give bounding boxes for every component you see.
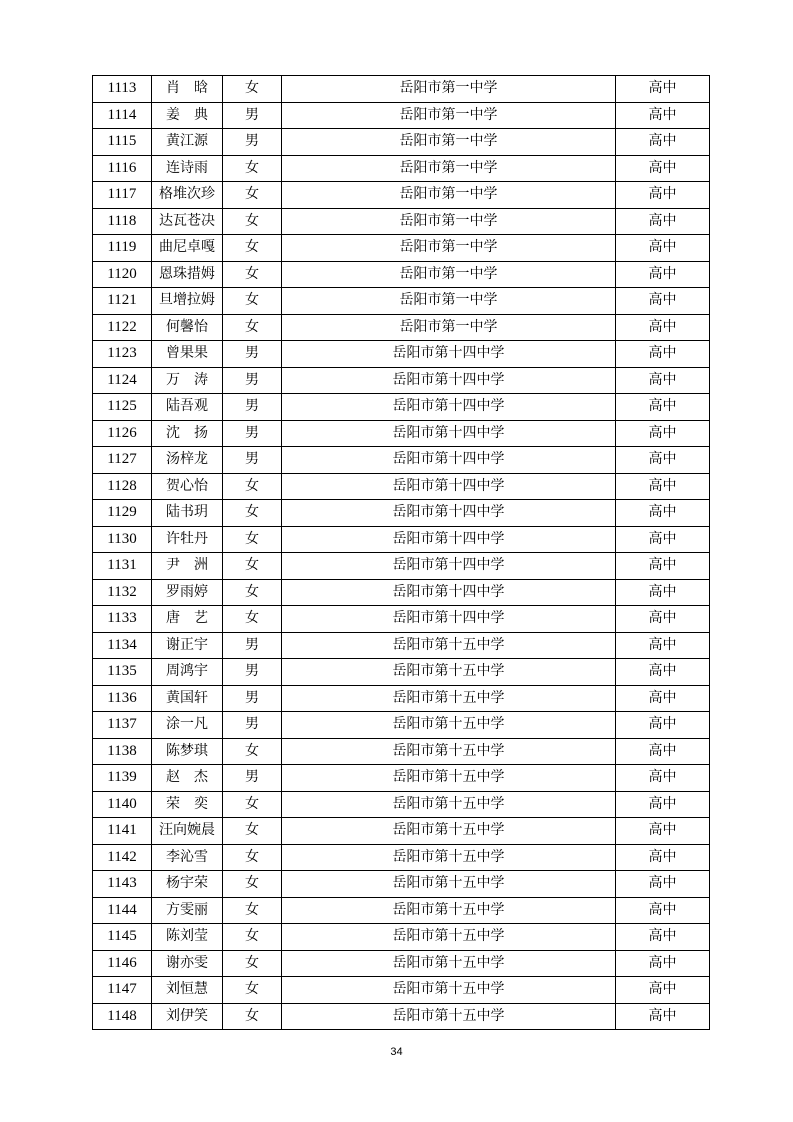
cell-level: 高中 <box>616 473 710 500</box>
cell-level: 高中 <box>616 659 710 686</box>
cell-school: 岳阳市第十五中学 <box>282 685 616 712</box>
cell-number: 1114 <box>93 102 152 129</box>
cell-school: 岳阳市第十五中学 <box>282 897 616 924</box>
cell-name: 陈刘莹 <box>152 924 223 951</box>
cell-school: 岳阳市第一中学 <box>282 76 616 103</box>
table-row <box>93 235 710 262</box>
table-row <box>93 712 710 739</box>
cell-number: 1119 <box>93 235 152 262</box>
cell-number: 1135 <box>93 659 152 686</box>
cell-number: 1130 <box>93 526 152 553</box>
cell-number: 1144 <box>93 897 152 924</box>
cell-level: 高中 <box>616 394 710 421</box>
table-row <box>93 606 710 633</box>
cell-school: 岳阳市第一中学 <box>282 288 616 315</box>
cell-name: 贺心怡 <box>152 473 223 500</box>
cell-level: 高中 <box>616 606 710 633</box>
cell-gender: 女 <box>223 288 282 315</box>
cell-gender: 女 <box>223 579 282 606</box>
cell-name: 汪向婉晨 <box>152 818 223 845</box>
cell-number: 1138 <box>93 738 152 765</box>
cell-gender: 男 <box>223 765 282 792</box>
cell-name: 旦增拉姆 <box>152 288 223 315</box>
cell-number: 1115 <box>93 129 152 156</box>
cell-gender: 男 <box>223 420 282 447</box>
cell-number: 1124 <box>93 367 152 394</box>
cell-number: 1116 <box>93 155 152 182</box>
cell-level: 高中 <box>616 977 710 1004</box>
cell-school: 岳阳市第十五中学 <box>282 844 616 871</box>
cell-gender: 女 <box>223 791 282 818</box>
cell-name: 沈 扬 <box>152 420 223 447</box>
cell-gender: 女 <box>223 500 282 527</box>
cell-level: 高中 <box>616 818 710 845</box>
table-row <box>93 632 710 659</box>
cell-gender: 男 <box>223 632 282 659</box>
cell-number: 1146 <box>93 950 152 977</box>
roster-table <box>92 75 710 1030</box>
cell-name: 谢亦雯 <box>152 950 223 977</box>
table-row <box>93 182 710 209</box>
cell-name: 刘伊笑 <box>152 1003 223 1030</box>
cell-name: 黄国轩 <box>152 685 223 712</box>
cell-gender: 男 <box>223 394 282 421</box>
cell-gender: 女 <box>223 76 282 103</box>
cell-number: 1127 <box>93 447 152 474</box>
cell-school: 岳阳市第十五中学 <box>282 765 616 792</box>
cell-name: 连诗雨 <box>152 155 223 182</box>
cell-school: 岳阳市第十四中学 <box>282 526 616 553</box>
cell-level: 高中 <box>616 314 710 341</box>
cell-gender: 女 <box>223 235 282 262</box>
cell-number: 1129 <box>93 500 152 527</box>
table-row <box>93 447 710 474</box>
cell-number: 1133 <box>93 606 152 633</box>
cell-gender: 女 <box>223 314 282 341</box>
table-row <box>93 897 710 924</box>
cell-gender: 女 <box>223 844 282 871</box>
cell-school: 岳阳市第十五中学 <box>282 871 616 898</box>
cell-name: 陆吾观 <box>152 394 223 421</box>
cell-school: 岳阳市第一中学 <box>282 208 616 235</box>
cell-name: 唐 艺 <box>152 606 223 633</box>
table-row <box>93 155 710 182</box>
cell-school: 岳阳市第十五中学 <box>282 738 616 765</box>
cell-gender: 女 <box>223 526 282 553</box>
cell-gender: 男 <box>223 367 282 394</box>
cell-name: 曾果果 <box>152 341 223 368</box>
cell-level: 高中 <box>616 871 710 898</box>
cell-school: 岳阳市第十四中学 <box>282 367 616 394</box>
cell-school: 岳阳市第十四中学 <box>282 553 616 580</box>
cell-name: 汤梓龙 <box>152 447 223 474</box>
cell-number: 1123 <box>93 341 152 368</box>
cell-level: 高中 <box>616 341 710 368</box>
cell-school: 岳阳市第十五中学 <box>282 712 616 739</box>
cell-name: 曲尼卓嘎 <box>152 235 223 262</box>
cell-gender: 女 <box>223 182 282 209</box>
cell-level: 高中 <box>616 844 710 871</box>
cell-number: 1121 <box>93 288 152 315</box>
cell-level: 高中 <box>616 420 710 447</box>
cell-school: 岳阳市第十四中学 <box>282 394 616 421</box>
cell-school: 岳阳市第十四中学 <box>282 579 616 606</box>
cell-gender: 男 <box>223 102 282 129</box>
cell-number: 1122 <box>93 314 152 341</box>
cell-gender: 男 <box>223 447 282 474</box>
table-row <box>93 1003 710 1030</box>
cell-name: 荣 奕 <box>152 791 223 818</box>
cell-school: 岳阳市第一中学 <box>282 155 616 182</box>
page-number: 34 <box>390 1046 403 1058</box>
cell-school: 岳阳市第十五中学 <box>282 791 616 818</box>
cell-level: 高中 <box>616 950 710 977</box>
cell-level: 高中 <box>616 261 710 288</box>
cell-school: 岳阳市第十四中学 <box>282 420 616 447</box>
cell-level: 高中 <box>616 76 710 103</box>
cell-level: 高中 <box>616 1003 710 1030</box>
cell-name: 陆书玥 <box>152 500 223 527</box>
cell-school: 岳阳市第十五中学 <box>282 924 616 951</box>
cell-number: 1118 <box>93 208 152 235</box>
cell-name: 赵 杰 <box>152 765 223 792</box>
table-row <box>93 526 710 553</box>
cell-level: 高中 <box>616 500 710 527</box>
roster-body <box>93 76 710 1030</box>
cell-gender: 女 <box>223 553 282 580</box>
table-row <box>93 500 710 527</box>
cell-number: 1126 <box>93 420 152 447</box>
cell-number: 1143 <box>93 871 152 898</box>
cell-name: 李沁雪 <box>152 844 223 871</box>
cell-gender: 女 <box>223 897 282 924</box>
cell-gender: 男 <box>223 659 282 686</box>
cell-name: 恩珠措姆 <box>152 261 223 288</box>
table-row <box>93 977 710 1004</box>
cell-school: 岳阳市第十四中学 <box>282 447 616 474</box>
cell-level: 高中 <box>616 447 710 474</box>
cell-number: 1117 <box>93 182 152 209</box>
cell-number: 1131 <box>93 553 152 580</box>
cell-number: 1137 <box>93 712 152 739</box>
cell-level: 高中 <box>616 685 710 712</box>
cell-number: 1125 <box>93 394 152 421</box>
cell-name: 何馨怡 <box>152 314 223 341</box>
cell-number: 1128 <box>93 473 152 500</box>
cell-name: 黄江源 <box>152 129 223 156</box>
table-row <box>93 394 710 421</box>
cell-gender: 女 <box>223 924 282 951</box>
cell-number: 1140 <box>93 791 152 818</box>
cell-level: 高中 <box>616 632 710 659</box>
cell-number: 1142 <box>93 844 152 871</box>
table-row <box>93 685 710 712</box>
cell-school: 岳阳市第十四中学 <box>282 473 616 500</box>
cell-school: 岳阳市第十四中学 <box>282 341 616 368</box>
table-row <box>93 871 710 898</box>
cell-name: 方雯丽 <box>152 897 223 924</box>
table-row <box>93 288 710 315</box>
cell-level: 高中 <box>616 526 710 553</box>
cell-level: 高中 <box>616 765 710 792</box>
cell-gender: 女 <box>223 473 282 500</box>
cell-gender: 女 <box>223 261 282 288</box>
cell-name: 格堆次珍 <box>152 182 223 209</box>
cell-school: 岳阳市第十五中学 <box>282 1003 616 1030</box>
table-row <box>93 738 710 765</box>
cell-name: 陈梦琪 <box>152 738 223 765</box>
table-row <box>93 367 710 394</box>
table-row <box>93 261 710 288</box>
cell-level: 高中 <box>616 367 710 394</box>
cell-name: 达瓦苍决 <box>152 208 223 235</box>
table-row <box>93 950 710 977</box>
cell-school: 岳阳市第十四中学 <box>282 500 616 527</box>
cell-school: 岳阳市第一中学 <box>282 314 616 341</box>
table-row <box>93 818 710 845</box>
cell-level: 高中 <box>616 738 710 765</box>
table-row <box>93 473 710 500</box>
table-row <box>93 76 710 103</box>
cell-school: 岳阳市第一中学 <box>282 261 616 288</box>
cell-gender: 女 <box>223 818 282 845</box>
cell-school: 岳阳市第十五中学 <box>282 818 616 845</box>
cell-school: 岳阳市第一中学 <box>282 102 616 129</box>
cell-level: 高中 <box>616 208 710 235</box>
cell-level: 高中 <box>616 102 710 129</box>
table-row <box>93 659 710 686</box>
table-row <box>93 844 710 871</box>
cell-gender: 女 <box>223 738 282 765</box>
table-row <box>93 208 710 235</box>
cell-school: 岳阳市第十五中学 <box>282 659 616 686</box>
cell-number: 1134 <box>93 632 152 659</box>
cell-number: 1148 <box>93 1003 152 1030</box>
cell-name: 刘恒慧 <box>152 977 223 1004</box>
cell-level: 高中 <box>616 924 710 951</box>
cell-gender: 女 <box>223 208 282 235</box>
cell-level: 高中 <box>616 235 710 262</box>
table-row <box>93 924 710 951</box>
cell-name: 尹 洲 <box>152 553 223 580</box>
cell-number: 1139 <box>93 765 152 792</box>
cell-school: 岳阳市第十五中学 <box>282 950 616 977</box>
cell-name: 罗雨婷 <box>152 579 223 606</box>
cell-gender: 男 <box>223 341 282 368</box>
cell-gender: 女 <box>223 871 282 898</box>
cell-gender: 女 <box>223 1003 282 1030</box>
cell-gender: 女 <box>223 606 282 633</box>
cell-gender: 男 <box>223 129 282 156</box>
table-row <box>93 765 710 792</box>
cell-level: 高中 <box>616 579 710 606</box>
table-row <box>93 579 710 606</box>
cell-name: 万 涛 <box>152 367 223 394</box>
cell-level: 高中 <box>616 897 710 924</box>
cell-level: 高中 <box>616 712 710 739</box>
cell-number: 1132 <box>93 579 152 606</box>
table-row <box>93 791 710 818</box>
cell-level: 高中 <box>616 155 710 182</box>
cell-name: 涂一凡 <box>152 712 223 739</box>
cell-name: 肖 晗 <box>152 76 223 103</box>
cell-school: 岳阳市第十四中学 <box>282 606 616 633</box>
cell-school: 岳阳市第一中学 <box>282 182 616 209</box>
cell-number: 1141 <box>93 818 152 845</box>
table-row <box>93 129 710 156</box>
cell-number: 1145 <box>93 924 152 951</box>
cell-number: 1136 <box>93 685 152 712</box>
cell-name: 杨宇荣 <box>152 871 223 898</box>
cell-school: 岳阳市第一中学 <box>282 129 616 156</box>
table-row <box>93 102 710 129</box>
cell-name: 姜 典 <box>152 102 223 129</box>
cell-school: 岳阳市第一中学 <box>282 235 616 262</box>
cell-level: 高中 <box>616 791 710 818</box>
cell-number: 1113 <box>93 76 152 103</box>
cell-gender: 女 <box>223 977 282 1004</box>
cell-school: 岳阳市第十五中学 <box>282 977 616 1004</box>
cell-gender: 女 <box>223 950 282 977</box>
cell-gender: 女 <box>223 155 282 182</box>
cell-name: 谢正宇 <box>152 632 223 659</box>
cell-level: 高中 <box>616 288 710 315</box>
cell-number: 1120 <box>93 261 152 288</box>
table-row <box>93 341 710 368</box>
cell-gender: 男 <box>223 712 282 739</box>
table-row <box>93 420 710 447</box>
table-row <box>93 553 710 580</box>
cell-level: 高中 <box>616 553 710 580</box>
cell-number: 1147 <box>93 977 152 1004</box>
cell-gender: 男 <box>223 685 282 712</box>
cell-level: 高中 <box>616 129 710 156</box>
cell-school: 岳阳市第十五中学 <box>282 632 616 659</box>
table-row <box>93 314 710 341</box>
cell-name: 周鸿宇 <box>152 659 223 686</box>
cell-name: 许牡丹 <box>152 526 223 553</box>
cell-level: 高中 <box>616 182 710 209</box>
